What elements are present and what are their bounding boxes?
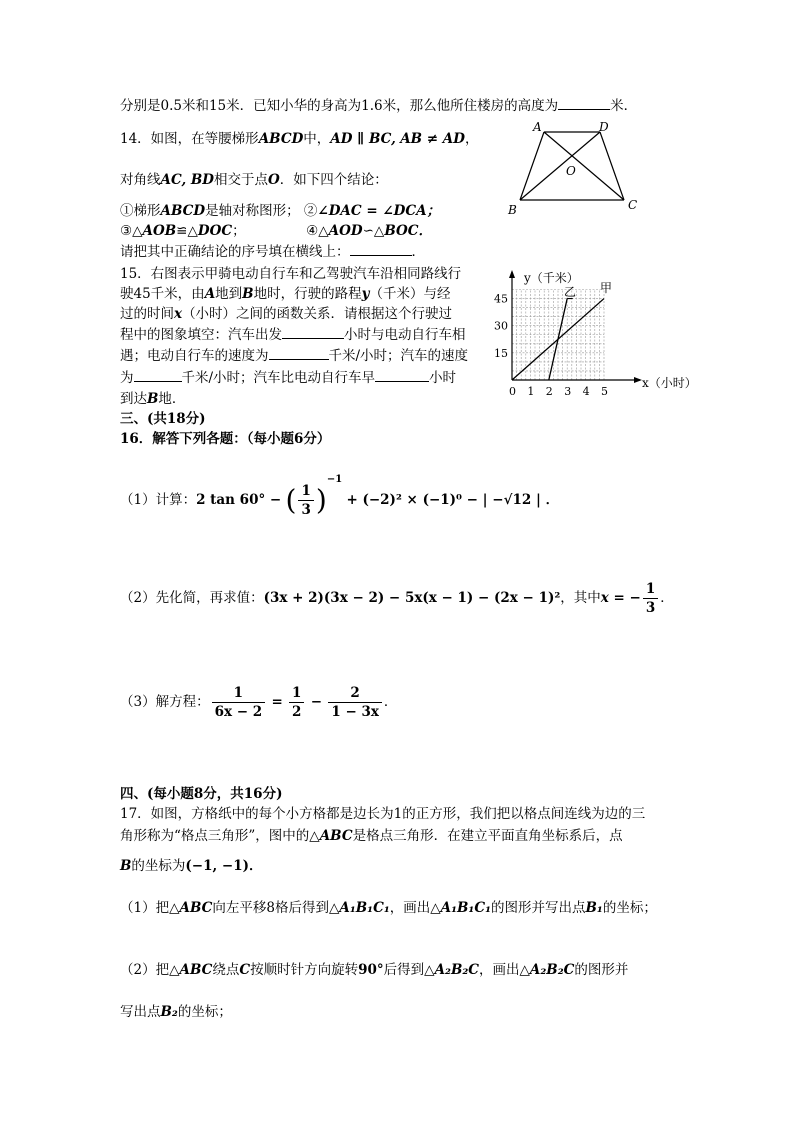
math-AOD: AOD (328, 223, 363, 239)
q17-line1 (120, 804, 645, 824)
x-tick-label: 4 (582, 385, 590, 398)
q15-text-5a: 遇；电动自行车的速度为 (120, 348, 269, 364)
math-angle-dac: ∠DAC = ∠DCA； (317, 203, 441, 219)
q13-answer-blank[interactable] (558, 96, 610, 110)
eq-n1: 1 (212, 684, 266, 703)
q17-text-1: 17．如图，方格纸中的每个小方格都是边长为1的正方形，我们把以格点间连线为边的三 (120, 806, 646, 822)
x-tick-label: 2 (545, 385, 553, 398)
math-ab-ne-ad: AB ≠ AD (400, 131, 465, 147)
math-ABCD-2: ABCD (160, 203, 206, 219)
label-C: C (628, 198, 638, 212)
q14-answer-blank[interactable] (350, 242, 412, 256)
q14-line2 (120, 170, 388, 190)
q17-p2b: 绕点 (212, 962, 240, 978)
math-B-coordinate: (−1, −1)． (185, 858, 263, 874)
math-C: C (239, 962, 251, 978)
math-ABC: ABC (319, 828, 353, 844)
q17-p1d: 的图形并写出点 (491, 900, 586, 916)
math-A2B2C-2: A₂B₂C (529, 962, 575, 978)
x-axis-arrow (634, 377, 642, 383)
math-ABC-3: ABC (179, 962, 213, 978)
y-tick-label: 30 (494, 319, 508, 333)
q13-text: 分别是0.5米和15米．已知小华的身高为1.6米，那么他所住楼房的高度为 (120, 98, 559, 114)
q17-p2c: 按顺时针方向旋转 (250, 962, 359, 978)
q17-p3a: 写出点 (120, 1004, 161, 1020)
q15-text-3a: 过的时间 (120, 306, 174, 322)
eq-end: ． (383, 694, 398, 710)
eq-frac-3 (328, 684, 382, 721)
label-A: A (533, 120, 542, 134)
q16-3-label: （3）解方程： (120, 694, 210, 710)
eq-minus: − (310, 694, 323, 710)
q17-p2e: ，画出△ (479, 962, 530, 978)
q15-text-2b: 地到 (215, 286, 243, 302)
calc-rest: + (−2)² × (−1)⁰ − | −√12 | ． (346, 492, 560, 508)
conclusion-2: ② (303, 203, 318, 219)
q17-p1e: 的坐标； (602, 900, 657, 916)
q15-line7 (120, 389, 185, 409)
math-90deg: 90° (358, 962, 384, 978)
y-axis-arrow (509, 270, 515, 278)
q15-blank-bike-speed[interactable] (269, 346, 329, 360)
q15-text-6c: 小时 (429, 370, 457, 386)
q15-line6 (120, 368, 456, 388)
trapezoid-figure (500, 118, 650, 220)
q15-text-3b: （小时）之间的函数关系．请根据这个行驶过 (182, 306, 453, 322)
q16-2: （2）先化简，再求值：(3x + 2)(3x − 2) − 5x(x − 1) − (2x − 1)²，其中x = − $\frac{1}{3}$ ． (120, 581, 674, 616)
q15-line3 (120, 304, 452, 324)
graph-y-label: y（千米） (524, 271, 579, 285)
math-AOB: AOB (142, 223, 177, 239)
congruent-sign: ≌△ (176, 223, 198, 239)
q17-p2d: 后得到△ (383, 962, 435, 978)
graph-x-label: x（小时） (642, 376, 697, 390)
label-B: B (508, 203, 517, 217)
q15-text-2c: 地时，行驶的路程 (253, 286, 362, 302)
calc-num: 1 (298, 482, 313, 501)
eq-d3: 1 − 3x (331, 704, 379, 720)
q15-line1 (120, 264, 461, 284)
q17-text-2b: 是格点三角形．在建立平面直角坐标系后，点 (352, 828, 623, 844)
similar-sign: ∽△ (362, 223, 385, 239)
q15-text-2a: 驶45千米，由 (120, 286, 205, 302)
q13-continuation (120, 96, 637, 116)
q15-text-6b: 千米/小时；汽车比电动自行车早 (181, 370, 376, 386)
q15-text-6a: 为 (120, 370, 134, 386)
q17-part2 (120, 960, 628, 980)
q13-unit: 米． (610, 98, 638, 114)
q17-p3b: 的坐标； (177, 1004, 232, 1020)
eq-equals: = (271, 694, 283, 710)
x-fraction (643, 580, 658, 617)
q17-p2a: （2）把△ (120, 962, 180, 978)
math-A2B2C: A₂B₂C (434, 962, 480, 978)
y-tick-label: 15 (494, 346, 508, 360)
q16-1: （1）计算：2 tan 60° − ( $\frac{1}{3}$ )$^{-1}$ + (−2)² × (−1)⁰ − | −√12 | ． (120, 474, 560, 518)
math-A: A (204, 286, 216, 302)
sec3-text: 三、(共18分) (120, 411, 206, 427)
q14-conclusion-1-2 (120, 201, 440, 221)
calc-exponent: −1 (326, 474, 343, 485)
math-A1B1C1: A₁B₁C₁ (339, 900, 390, 916)
q14-fill-text: 请把其中正确结论的序号填在横线上： (120, 244, 350, 260)
q14-conclusion-3-4: ③△AOB≌△DOC； ④△AOD∽△BOC． (120, 223, 432, 239)
q17-line3 (120, 856, 263, 876)
q17-p1c: ，画出△ (389, 900, 441, 916)
q15-line5 (120, 346, 468, 366)
math-B-3: B (120, 858, 132, 874)
math-DOC: DOC (197, 223, 233, 239)
q17-p2f: 的图形并 (574, 962, 629, 978)
section-3-heading (120, 409, 206, 429)
distance-time-graph (490, 266, 700, 398)
conclusion-4: ④△ (306, 223, 329, 239)
conclusion-1b: 是轴对称图形； (205, 203, 300, 219)
eq-n2: 1 (289, 684, 304, 703)
eq-frac-2 (289, 684, 304, 721)
x-num: 1 (643, 580, 658, 599)
math-y: y (361, 286, 370, 302)
q14-text-a: 14．如图，在等腰梯形 (120, 131, 259, 147)
x-tick-label: 0 (509, 385, 516, 398)
math-ad-parallel-bc: AD ∥ BC, (330, 131, 396, 147)
eq-d1: 6x − 2 (214, 704, 263, 720)
q14-text-c: 对角线 (120, 172, 161, 188)
q15-line2 (120, 284, 450, 304)
x-tick-label: 3 (564, 385, 572, 398)
q16-1-label: （1）计算： (120, 492, 197, 508)
q17-line2 (120, 826, 623, 846)
math-BOC: BOC． (384, 223, 432, 239)
q17-p1b: 向左平移8格后得到△ (212, 900, 340, 916)
q15-text-2d: （千米）与经 (369, 286, 451, 302)
label-D: D (599, 120, 609, 134)
y-tick-label: 45 (494, 292, 508, 306)
eq-n3: 2 (328, 684, 382, 703)
q15-blank-car-speed[interactable] (134, 368, 182, 382)
math-x: x (174, 306, 183, 322)
calc-fraction (298, 482, 313, 519)
q15-text-4b: 小时与电动自行车相 (344, 327, 466, 343)
sec4-text: 四、(每小题8分，共16分) (120, 786, 283, 802)
q14-text-b: 中， (303, 131, 331, 147)
q17-text-3a: 的坐标为 (131, 858, 186, 874)
eq-frac-1 (212, 684, 266, 721)
x-den: 3 (645, 600, 656, 616)
series-label-yi: 乙 (564, 285, 577, 299)
math-B1: B₁ (585, 900, 603, 916)
q14-fill-line: 请把其中正确结论的序号填在横线上： ． (120, 244, 425, 260)
math-ac-bd: AC, BD (160, 172, 214, 188)
math-O: O (268, 172, 280, 188)
eq-d2: 2 (292, 704, 302, 720)
x-tick-label: 1 (527, 385, 535, 398)
q15-text-7a: 到达 (120, 391, 147, 407)
q14-text-e: ．如下四个结论： (279, 172, 388, 188)
q14-line1: 14．如图，在等腰梯形ABCD中，AD ∥ BC, AB ≠ AD， (120, 131, 479, 147)
q15-text-4a: 程中的图象填空：汽车出发 (120, 327, 282, 343)
math-A1B1C1-2: A₁B₁C₁ (440, 900, 491, 916)
q14-text-d: 相交于点 (214, 172, 268, 188)
math-B-2: B (147, 391, 159, 407)
q16-heading (120, 429, 330, 449)
q17-part2-cont (120, 1002, 232, 1022)
q15-text-1: 15．右图表示甲骑电动自行车和乙驾驶汽车沿相同路线行 (120, 266, 462, 282)
series-label-jia: 甲 (600, 281, 613, 295)
math-B2: B₂ (160, 1004, 178, 1020)
section-4-heading (120, 784, 282, 804)
x-value: x = − (600, 590, 641, 606)
q15-text-7b: 地． (158, 391, 186, 407)
q17-text-2a: 角形称为“格点三角形”，图中的△ (120, 828, 320, 844)
q16-2-where: ，其中 (560, 590, 601, 606)
q15-blank-time-diff[interactable] (375, 368, 429, 382)
conclusion-3: ③△ (120, 223, 143, 239)
math-ABC-2: ABC (179, 900, 213, 916)
calc-den: 3 (301, 502, 311, 518)
calc-tan-term: 2 tan 60° − (196, 492, 282, 508)
math-B: B (242, 286, 254, 302)
q16-3 (120, 684, 397, 721)
q17-p1a: （1）把△ (120, 900, 180, 916)
graph-grid (512, 290, 604, 381)
q15-blank-meet-time[interactable] (282, 325, 344, 339)
x-tick-label: 5 (601, 385, 608, 398)
label-O: O (566, 164, 576, 178)
q16-text: 16．解答下列各题：（每小题6分） (120, 431, 331, 447)
math-ABCD: ABCD (258, 131, 304, 147)
q15-line4 (120, 325, 466, 345)
q17-part1 (120, 898, 657, 918)
q16-2-label: （2）先化简，再求值： (120, 590, 264, 606)
conclusion-1: ①梯形 (120, 203, 161, 219)
q15-text-5b: 千米/小时；汽车的速度 (328, 348, 469, 364)
simplify-expression: (3x + 2)(3x − 2) − 5x(x − 1) − (2x − 1)² (263, 590, 561, 606)
